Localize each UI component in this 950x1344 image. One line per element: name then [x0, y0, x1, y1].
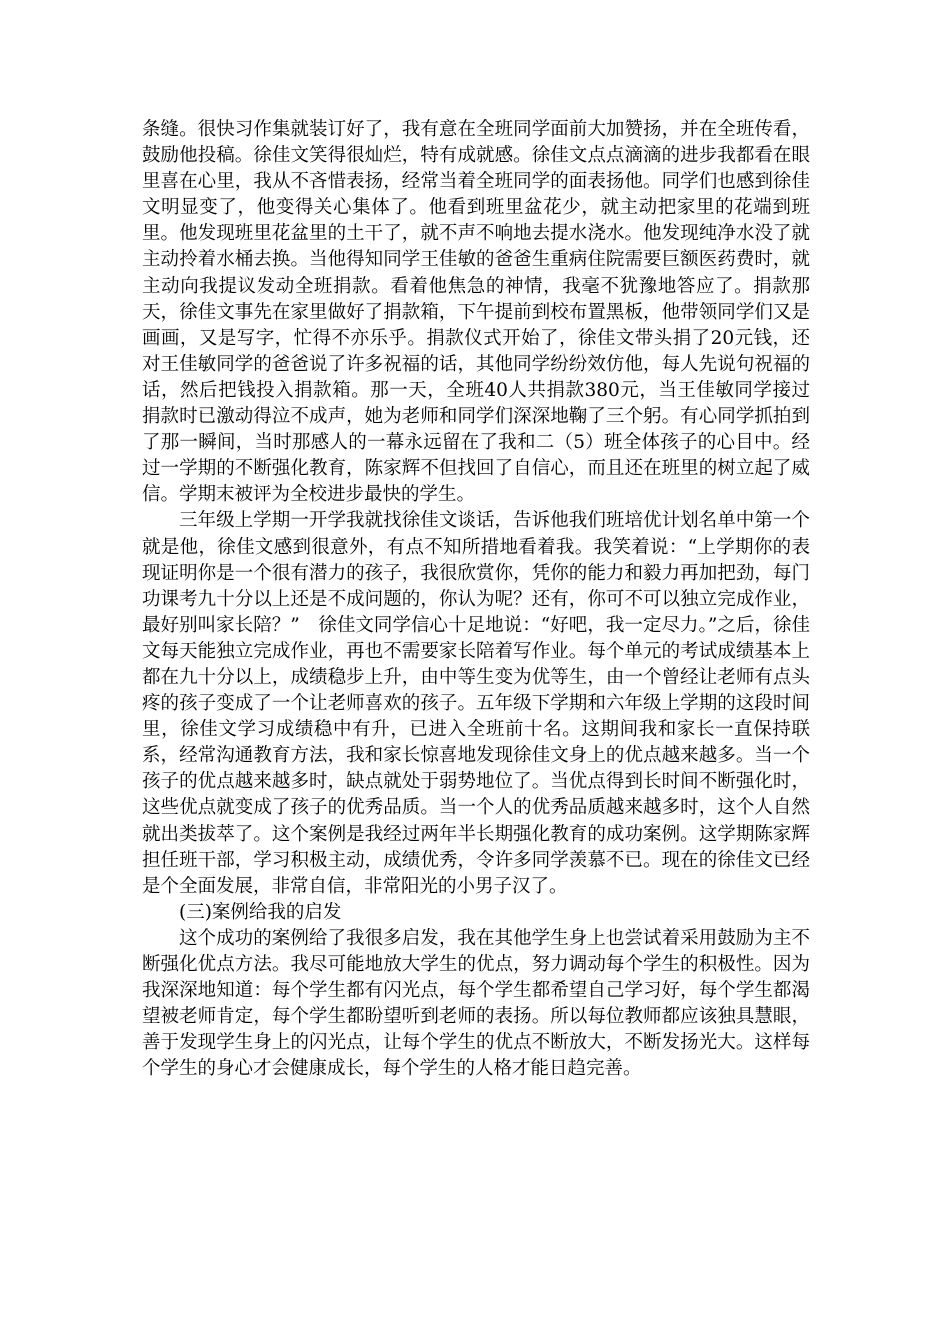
paragraph-inspiration: 这个成功的案例给了我很多启发，我在其他学生身上也尝试着采用鼓励为主不断强化优点方法。我尽可能地放大学生的优点，努力调动每个学生的积极性。因为我深深地知道：每个学生都有闪光点，每个学生都希望自己学习好，每个学生都渴望被老师肯定，每个学生都盼望听到老师的表扬。所以每位教师都应该独具慧眼，善于发现学生身上的闪光点，让每个学生的优点不断放大，不断发扬光大。这样每个学生的身心才会健康成长，每个学生的人格才能日趋完善。: [142, 927, 810, 1080]
paragraph-third-grade: 三年级上学期一开学我就找徐佳文谈话，告诉他我们班培优计划名单中第一个就是他，徐佳文感到很意外，有点不知所措地看着我。我笑着说：“上学期你的表现证明你是一个很有潜力的孩子，我很欣赏你，凭你的能力和毅力再加把劲，每门功课考九十分以上还是不成问题的，你认为呢？还有，你可不可以独立完成作业，最好别叫家长陪？” 徐佳文同学信心十足地说：“好吧，我一定尽力。”之后，徐佳文每天能独立完成作业，再也不需要家长陪着写作业。每个单元的考试成绩基本上都在九十分以上，成绩稳步上升，由中等生变为优等生，由一个曾经让老师有点头疼的孩子变成了一个让老师喜欢的孩子。五年级下学期和六年级上学期的这段时间里，徐佳文学习成绩稳中有升，已进入全班前十名。这期间我和家长一直保持联系，经常沟通教育方法，我和家长惊喜地发现徐佳文身上的优点越来越多。当一个孩子的优点越来越多时，缺点就处于弱势地位了。当优点得到长时间不断强化时，这些优点就变成了孩子的优秀品质。当一个人的优秀品质越来越多时，这个人自然就出类拔萃了。这个案例是我经过两年半长期强化教育的成功案例。这学期陈家辉担任班干部，学习积极主动，成绩优秀，令许多同学羡慕不已。现在的徐佳文已经是个全面发展，非常自信，非常阳光的小男子汉了。: [142, 510, 810, 897]
document-body: [142, 117, 810, 1082]
paragraph-continuation: 条缝。很快习作集就装订好了，我有意在全班同学面前大加赞扬，并在全班传看，鼓励他投稿。徐佳文笑得很灿烂，特有成就感。徐佳文点点滴滴的进步我都看在眼里喜在心里，我从不吝惜表扬，经常当着全班同学的面表扬他。同学们也感到徐佳文明显变了，他变得关心集体了。他看到班里盆花少，就主动把家里的花端到班里。他发现班里花盆里的土干了，就不声不响地去提水浇水。他发现纯净水没了就主动拎着水桶去换。当他得知同学王佳敏的爸爸生重病住院需要巨额医药费时，就主动向我提议发动全班捐款。看着他焦急的神情，我毫不犹豫地答应了。捐款那天，徐佳文事先在家里做好了捐款箱，下午提前到校布置黑板，他带领同学们又是画画，又是写字，忙得不亦乐乎。捐款仪式开始了，徐佳文带头捐了20元钱，还对王佳敏同学的爸爸说了许多祝福的话，其他同学纷纷效仿他，每人先说句祝福的话，然后把钱投入捐款箱。那一天，全班40人共捐款380元，当王佳敏同学接过捐款时已激动得泣不成声，她为老师和同学们深深地鞠了三个躬。有心同学抓拍到了那一瞬间，当时那感人的一幕永远留在了我和二（5）班全体孩子的心目中。经过一学期的不断强化教育，陈家辉不但找回了自信心，而且还在班里的树立起了威信。学期末被评为全校进步最快的学生。: [142, 119, 810, 506]
section-heading: (三)案例给我的启发: [179, 901, 342, 923]
